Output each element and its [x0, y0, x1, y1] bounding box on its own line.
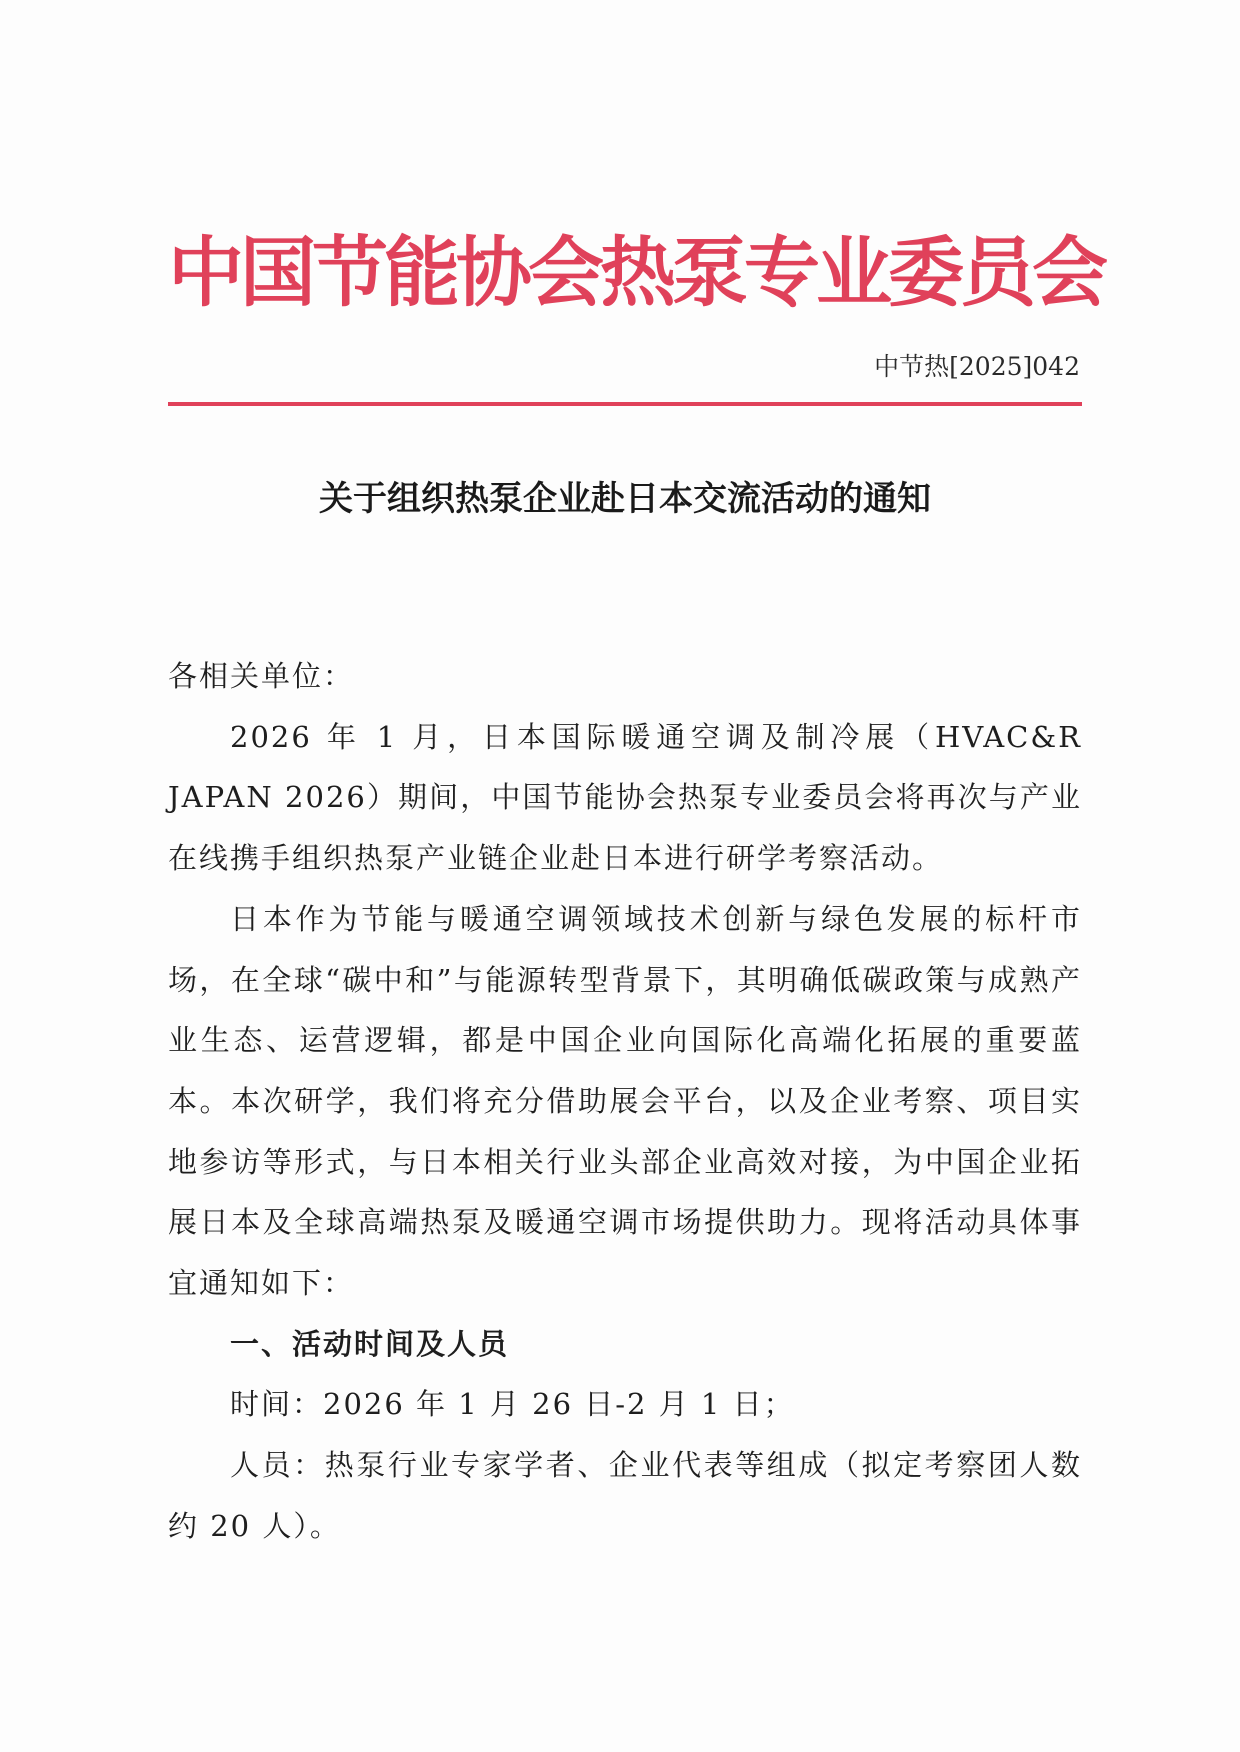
- activity-people: 人员：热泵行业专家学者、企业代表等组成（拟定考察团人数约 20 人）。: [168, 1448, 1082, 1543]
- activity-time: 时间：2026 年 1 月 26 日-2 月 1 日；: [230, 1387, 795, 1422]
- salutation: 各相关单位：: [168, 659, 355, 693]
- organization-letterhead: 中国节能协会热泵专业委员会: [168, 228, 1104, 317]
- section-heading-time-people: 一、活动时间及人员: [230, 1326, 510, 1361]
- letterhead-divider: [168, 402, 1082, 406]
- document-number: 中节热[2025]042: [874, 352, 1080, 381]
- notice-body: [168, 646, 1082, 1557]
- paragraph-background: 日本作为节能与暖通空调领域技术创新与绿色发展的标杆市场，在全球“碳中和”与能源转型背景下，其明确低碳政策与成熟产业生态、运营逻辑，都是中国企业向国际化高端化拓展的重要蓝本。本次研学，我们将充分借助展会平台，以及企业考察、项目实地参访等形式，与日本相关行业头部企业高效对接，为中国企业拓展日本及全球高端热泵及暖通空调市场提供助力。现将活动具体事宜通知如下：: [168, 901, 1082, 1301]
- paragraph-intro: 2026 年 1 月，日本国际暖通空调及制冷展（HVAC&R JAPAN 2026）期间，中国节能协会热泵专业委员会将再次与产业在线携手组织热泵产业链企业赴日本进行研学考察活动。: [168, 719, 1082, 876]
- notice-title: 关于组织热泵企业赴日本交流活动的通知: [319, 479, 931, 519]
